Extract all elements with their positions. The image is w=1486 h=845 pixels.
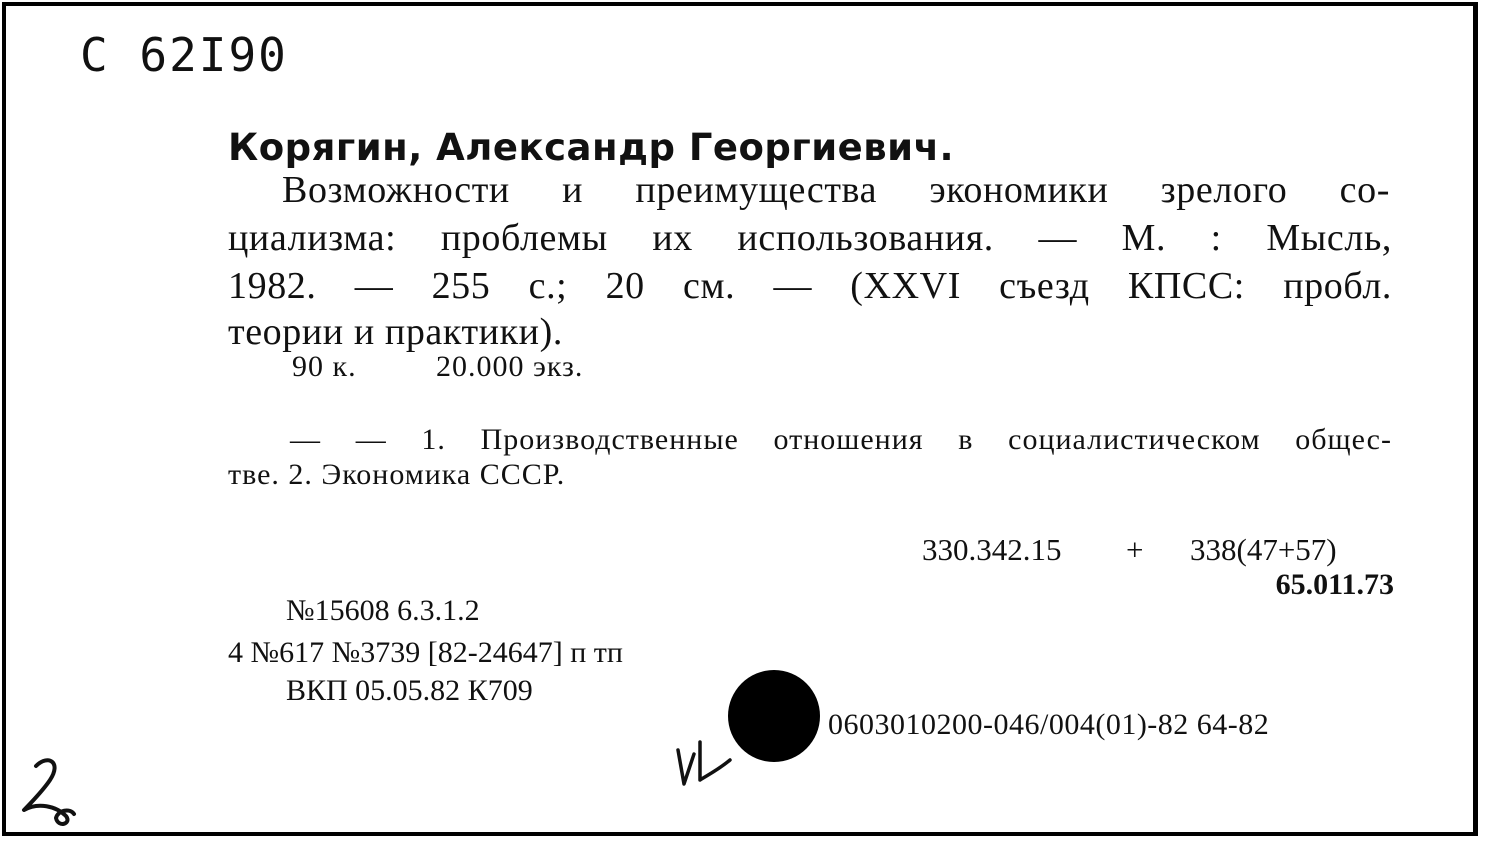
price: 90 к. xyxy=(292,350,357,383)
subject-line-2: тве. 2. Экономика СССР. xyxy=(228,458,566,491)
title-line-4: теории и практики). xyxy=(228,311,563,353)
print-run: 20.000 экз. xyxy=(436,350,584,383)
handwritten-mark xyxy=(14,752,94,832)
author-heading: Корягин, Александр Георгиевич. xyxy=(228,126,955,169)
title-line-2: циализма: проблемы их использования. — М. : Мысль, xyxy=(228,217,1392,259)
handwritten-initials xyxy=(670,736,746,796)
title-line-3: 1982. — 255 с.; 20 см. — (XXVI съезд КПСС: пробл. xyxy=(228,265,1392,307)
udc-extra: 338(47+57) xyxy=(1190,532,1337,567)
shelf-mark: С 62I90 xyxy=(80,28,288,82)
record-line-1: №15608 6.3.1.2 xyxy=(286,594,480,627)
udc-code: 330.342.15 xyxy=(922,532,1062,567)
title-line-1: Возможности и преимущества экономики зрелого со- xyxy=(282,169,1390,211)
bbk-code: 65.011.73 xyxy=(1275,568,1394,601)
record-line-3: ВКП 05.05.82 К709 xyxy=(286,674,533,707)
udc-plus: + xyxy=(1126,532,1144,567)
subject-line-1: — — 1. Производственные отношения в социалистическом общес- xyxy=(290,423,1392,456)
record-line-2: 4 №617 №3739 [82-24647] п тп xyxy=(228,636,623,669)
isbn-code: 0603010200-046/004(01)-82 64-82 xyxy=(828,708,1270,741)
